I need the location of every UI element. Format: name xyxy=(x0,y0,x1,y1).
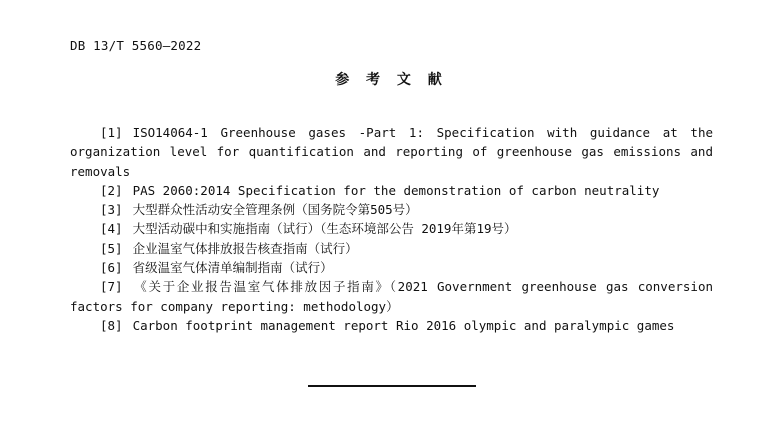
reference-item xyxy=(70,277,713,316)
reference-item xyxy=(70,219,713,238)
reference-item xyxy=(70,181,713,200)
reference-text: 企业温室气体排放报告核查指南（试行） xyxy=(132,240,358,256)
reference-text: ISO14064-1 Greenhouse gases -Part 1: Specification with guidance at the organization level for quantification and reporting of greenhouse gas emissions and removals xyxy=(70,125,713,179)
reference-number: [7] xyxy=(100,279,123,295)
reference-text: 大型群众性活动安全管理条例（国务院令第505号） xyxy=(132,202,418,218)
reference-item xyxy=(70,200,713,219)
reference-text: 大型活动碳中和实施指南（试行）（生态环境部公告 2019年第19号） xyxy=(132,221,517,237)
reference-item xyxy=(70,123,713,181)
standard-code: DB 13/T 5560—2022 xyxy=(70,38,202,53)
reference-text: Carbon footprint management report Rio 2016 olympic and paralympic games xyxy=(132,317,675,333)
reference-number: [2] xyxy=(100,182,123,198)
page-title: 参 考 文 献 xyxy=(335,72,448,88)
reference-number: [3] xyxy=(100,202,123,218)
reference-number: [8] xyxy=(100,317,123,333)
reference-number: [1] xyxy=(100,125,123,140)
reference-number: [4] xyxy=(100,221,123,237)
end-rule xyxy=(308,385,476,387)
reference-item xyxy=(70,316,713,335)
reference-list xyxy=(70,123,713,335)
reference-text: 《关于企业报告温室气体排放因子指南》（2021 Government greenhouse gas conversion factors for company reporting: methodology） xyxy=(70,279,713,314)
reference-text: 省级温室气体清单编制指南（试行） xyxy=(132,260,333,276)
reference-number: [5] xyxy=(100,240,123,256)
reference-item xyxy=(70,258,713,277)
reference-text: PAS 2060:2014 Specification for the demonstration of carbon neutrality xyxy=(132,182,660,198)
reference-item xyxy=(70,239,713,258)
reference-number: [6] xyxy=(100,260,123,276)
